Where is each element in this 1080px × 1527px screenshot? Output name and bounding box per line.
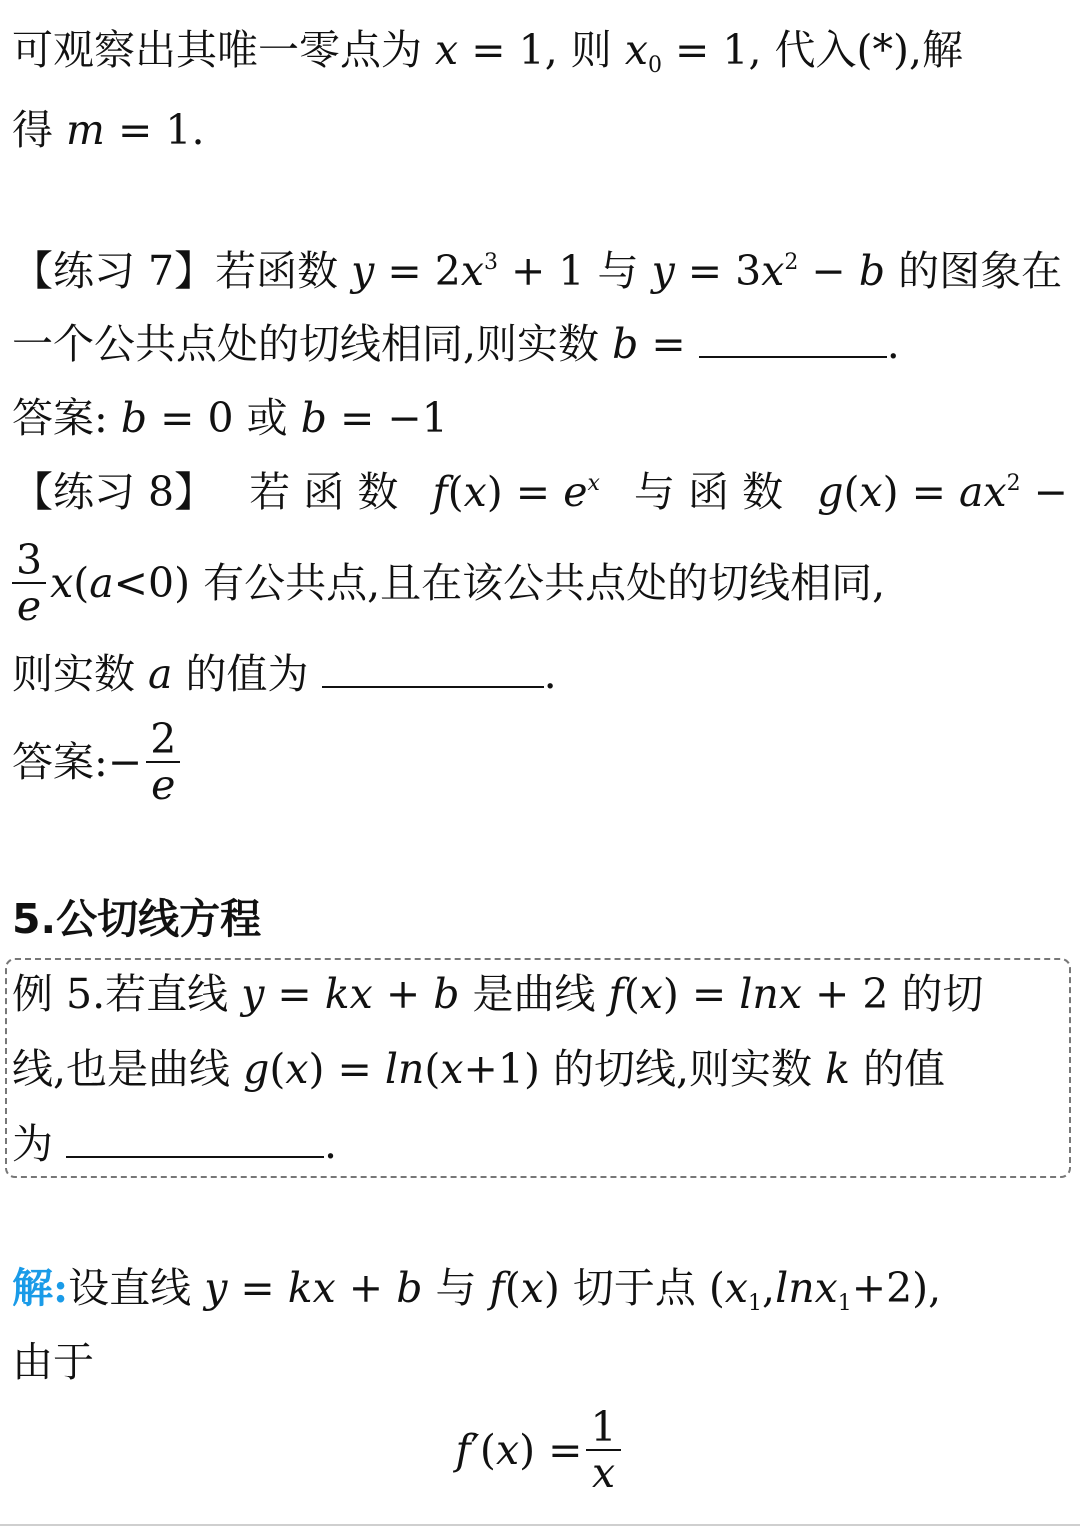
fraction-3-over-e: $\frac{3}{e}$ (12, 538, 46, 628)
text: , 则 (544, 26, 612, 74)
answer-label: 答案: (12, 738, 108, 786)
text: 的切线,则实数 (553, 1045, 813, 1093)
top-line-2: 得 m = 1. (12, 106, 205, 154)
fraction-1-over-x: $\frac{1}{x}$ (586, 1405, 620, 1495)
exercise-label: 【练习 8】 (12, 468, 216, 516)
text: 得 (12, 106, 53, 154)
exercise-8-line-3: 则实数 a 的值为 . (12, 650, 557, 698)
example-5-line-1: 例 5.若直线 y = kx + b 是曲线 f(x) = lnx + 2 的切 (12, 970, 984, 1018)
exercise-8-line-1: 【练习 8】 若 函 数 $f(x) = e^x$ 与 函 数 $g(x) = ax^2$ − (12, 468, 1068, 516)
section-heading: 5.公切线方程 (12, 895, 262, 943)
exercise-7-line-1: 【练习 7】若函数 $y = 2x^3 + 1$ 与 $y = 3x^2 - b$ 的图象在 (12, 247, 1063, 295)
text: 或 (246, 394, 288, 442)
text: 由于 (12, 1338, 94, 1386)
exercise-label: 【练习 7】 (12, 247, 216, 295)
text: 是曲线 (472, 970, 596, 1018)
answer-blank[interactable] (699, 326, 887, 358)
text: 的切 (901, 970, 984, 1018)
text: 与 (435, 1264, 477, 1312)
text: 可观察出其唯一零点为 (12, 26, 422, 74)
text: 与 函 数 (634, 468, 784, 516)
text: 有公共点,且在该公共点处的切线相同, (203, 559, 886, 607)
solution-line-2 (12, 1336, 1068, 1388)
text: 切于点 (572, 1264, 696, 1312)
top-line-1: 可观察出其唯一零点为 x = 1, 则 $x_0 = 1$, 代入(*),解 (12, 26, 964, 78)
fraction-2-over-e: $\frac{2}{e}$ (146, 717, 180, 807)
text: 若函数 (215, 247, 339, 295)
example-5-line-3: 为 . (12, 1120, 338, 1168)
text: 与 (597, 247, 639, 295)
exercise-8-line-2: $\frac{3}{e}$ x(a<0) 有公共点,且在该公共点处的切线相同, (12, 535, 1068, 631)
derivative-equation: f′(x) = $\frac{1}{x}$ (0, 1400, 1080, 1500)
answer-label: 答案: (12, 394, 108, 442)
solution-line-1: 解:设直线 y = kx + b 与 f(x) 切于点 $(x_1,\ln x_1+2)$, (12, 1264, 942, 1316)
solution-label: 解: (12, 1264, 69, 1312)
text: 一个公共点处的切线相同,则实数 (12, 320, 600, 368)
text: 若直线 (105, 970, 229, 1018)
bottom-divider (0, 1524, 1080, 1526)
text: , 代入(*),解 (748, 26, 964, 74)
exercise-7-line-2: 一个公共点处的切线相同,则实数 b = . (12, 320, 900, 368)
exercise-8-answer: 答案: − $\frac{2}{e}$ (12, 712, 1068, 812)
text: 线,也是曲线 (12, 1045, 231, 1093)
text: 的值 (863, 1045, 946, 1093)
text: 则实数 (12, 650, 135, 698)
example-5-line-2: 线,也是曲线 g(x) = ln(x+1) 的切线,则实数 k 的值 (12, 1045, 946, 1093)
text: 为 (12, 1120, 53, 1168)
text: 若 函 数 (249, 468, 399, 516)
answer-blank[interactable] (66, 1126, 324, 1158)
answer-blank[interactable] (322, 656, 544, 688)
text: 的图象在 (898, 247, 1063, 295)
text: 的值为 (185, 650, 309, 698)
exercise-7-answer: 答案: b = 0 或 b = −1 (12, 394, 448, 442)
text: 设直线 (68, 1264, 192, 1312)
example-label: 例 5. (12, 970, 106, 1018)
